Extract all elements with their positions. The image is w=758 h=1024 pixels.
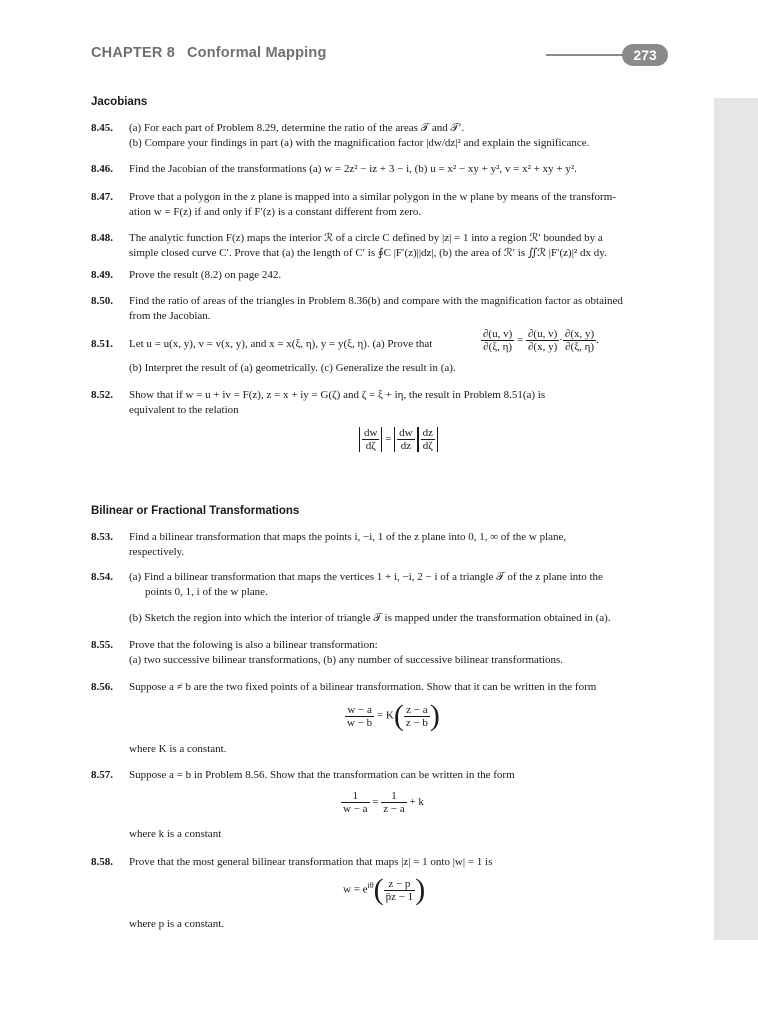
problem-text: The analytic function F(z) maps the interior ℛ of a circle C defined by |z| = 1 into a region ℛ′ bounded by a: [129, 232, 603, 244]
unit-circle-equation: $w = e^{i\theta}$( $\frac{z - p}{p̄z - 1}$ ): [343, 873, 426, 906]
eq-denominator: dz: [400, 440, 412, 452]
eq-equals: =: [372, 796, 379, 809]
problem-8-53: [91, 530, 673, 560]
jacobian-chain-equation: [481, 328, 599, 353]
problem-number: 8.49.: [91, 269, 113, 281]
problem-number: 8.55.: [91, 639, 113, 651]
eq-numerator: dz: [422, 427, 434, 439]
eq-numerator: w − a: [345, 704, 374, 717]
problem-8-58: [91, 855, 673, 870]
section-heading-bilinear: Bilinear or Fractional Transformations: [91, 505, 300, 517]
problem-8-47: [91, 190, 673, 220]
chapter-label: CHAPTER 8: [91, 45, 175, 61]
eq-denominator: ∂(x, y): [527, 341, 558, 353]
eq-lhs: w = e: [343, 883, 368, 896]
problem-text: where k is a constant: [129, 828, 222, 840]
eq-denominator: dζ: [365, 440, 376, 452]
problem-number: 8.52.: [91, 389, 113, 401]
eq-numerator: dw: [364, 427, 378, 439]
eq-denominator: dζ: [422, 440, 433, 452]
eq-dot: ·: [559, 334, 563, 347]
derivative-chain-equation: [359, 427, 438, 452]
problem-text: Find a bilinear transformation that maps the points i, −i, 1 of the z plane into 0, 1, ∞ of the w plane,: [129, 531, 567, 543]
problem-text: (a) For each part of Problem 8.29, determine the ratio of the areas 𝒯 and 𝒯′.: [129, 122, 465, 134]
problem-text: points 0, 1, i of the w plane.: [145, 586, 268, 598]
problem-text: (b) Sketch the region into which the interior of triangle 𝒯 is mapped under the transformation obtained in (a).: [129, 612, 611, 624]
problem-number: 8.46.: [91, 163, 113, 175]
chapter-title: Conformal Mapping: [186, 45, 327, 61]
problem-number: 8.58.: [91, 856, 113, 868]
eq-numerator: z − p: [384, 878, 416, 891]
section-heading-jacobians: Jacobians: [91, 96, 148, 108]
problem-number: 8.53.: [91, 531, 113, 543]
problem-text: (b) Compare your findings in part (a) with the magnification factor |dw/dz|² and explain the significance.: [129, 137, 590, 149]
problem-8-48: [91, 231, 673, 261]
eq-equals: =: [385, 433, 392, 446]
eq-numerator: 1: [341, 790, 370, 803]
chapter-heading: [91, 45, 327, 61]
eq-numerator: 1: [381, 790, 406, 803]
eq-plus-k: + k: [409, 796, 424, 809]
eq-numerator: z − a: [404, 704, 430, 717]
problem-8-56: [91, 680, 673, 695]
problem-8-55: [91, 638, 673, 668]
problem-text: Prove that a polygon in the z plane is mapped into a similar polygon in the w plane by means of the transform-: [129, 191, 616, 203]
single-fixed-point-equation: [341, 790, 424, 815]
problem-text: Let u = u(x, y), v = v(x, y), and x = x(ξ, η), y = y(ξ, η). (a) Prove that: [129, 338, 433, 350]
problem-number: 8.56.: [91, 681, 113, 693]
problem-8-57: [91, 768, 673, 783]
page-number-badge: 273: [622, 44, 668, 66]
problem-8-46: [91, 162, 673, 177]
problem-text: (a) Find a bilinear transformation that maps the vertices 1 + i, −i, 2 − i of a triangle 𝒯 of the z plane into the: [129, 571, 603, 583]
side-thumb-tab: [714, 98, 758, 940]
problem-text: respectively.: [129, 546, 185, 558]
eq-denominator: w − b: [347, 716, 373, 729]
eq-denominator: z − b: [405, 716, 428, 729]
problem-text: where p is a constant.: [129, 918, 224, 930]
problem-number: 8.45.: [91, 122, 113, 134]
problem-text: Suppose a ≠ b are the two fixed points of a bilinear transformation. Show that it can be written in the form: [129, 681, 597, 693]
problem-number: 8.54.: [91, 571, 113, 583]
problem-text: equivalent to the relation: [129, 404, 239, 416]
problem-text: (a) two successive bilinear transformations, (b) any number of successive bilinear transformations.: [129, 654, 564, 666]
eq-period: .: [596, 334, 599, 347]
eq-denominator: w − a: [343, 803, 368, 815]
problem-text: Show that if w = u + iv = F(z), z = x + iy = G(ζ) and ζ = ξ + iη, the result in Problem 8.51(a) is: [129, 389, 546, 401]
fixed-points-equation: $\frac{w - a}{w - b}$ = K( $\frac{z - a}{z - b}$ ): [347, 699, 440, 732]
eq-numerator: ∂(u, v): [527, 328, 558, 340]
problem-text: Suppose a = b in Problem 8.56. Show that the transformation can be written in the form: [129, 769, 515, 781]
problem-text: Find the ratio of areas of the triangles in Problem 8.36(b) and compare with the magnification factor as obtained: [129, 295, 623, 307]
problem-text: Find the Jacobian of the transformations (a) w = 2z² − iz + 3 − i, (b) u = x² − xy + y², v = x² + xy + y².: [129, 163, 577, 175]
eq-denominator: p̄z − 1: [385, 890, 414, 903]
problem-text: where K is a constant.: [129, 743, 227, 755]
eq-superscript: iθ: [367, 880, 374, 890]
problem-text: Prove the result (8.2) on page 242.: [129, 269, 282, 281]
problem-number: 8.50.: [91, 295, 113, 307]
problem-number: 8.47.: [91, 191, 113, 203]
problem-text: ation w = F(z) if and only if F′(z) is a constant different from zero.: [129, 206, 422, 218]
eq-equals-k: = K: [376, 709, 394, 722]
page-header: [91, 44, 668, 66]
eq-numerator: ∂(u, v): [483, 328, 513, 340]
eq-denominator: ∂(ξ, η): [565, 341, 595, 353]
eq-numerator: dw: [399, 427, 413, 439]
problem-8-52: [91, 388, 673, 418]
problem-text: Prove that the folowing is also a bilinear transformation:: [129, 639, 378, 651]
problem-text: Prove that the most general bilinear transformation that maps |z| = 1 onto |w| = 1 is: [129, 856, 493, 868]
eq-numerator: ∂(x, y): [564, 328, 595, 340]
problem-8-50: [91, 294, 673, 324]
eq-denominator: z − a: [383, 803, 405, 815]
problem-8-54: [91, 570, 673, 600]
problem-text: simple closed curve C′. Prove that (a) the length of C′ is ∮C |F′(z)||dz|, (b) the area of ℛ′ is ∬ℛ |F′(z)|² dx dy.: [129, 247, 607, 259]
problem-8-45: [91, 121, 673, 151]
problem-text: from the Jacobian.: [129, 310, 211, 322]
problem-number: 8.51.: [91, 338, 113, 350]
problem-number: 8.48.: [91, 232, 113, 244]
eq-denominator: ∂(ξ, η): [483, 341, 513, 353]
problem-number: 8.57.: [91, 769, 113, 781]
problem-text: (b) Interpret the result of (a) geometrically. (c) Generalize the result in (a).: [129, 362, 456, 374]
problem-8-49: [91, 268, 673, 283]
eq-equals: =: [517, 334, 524, 347]
